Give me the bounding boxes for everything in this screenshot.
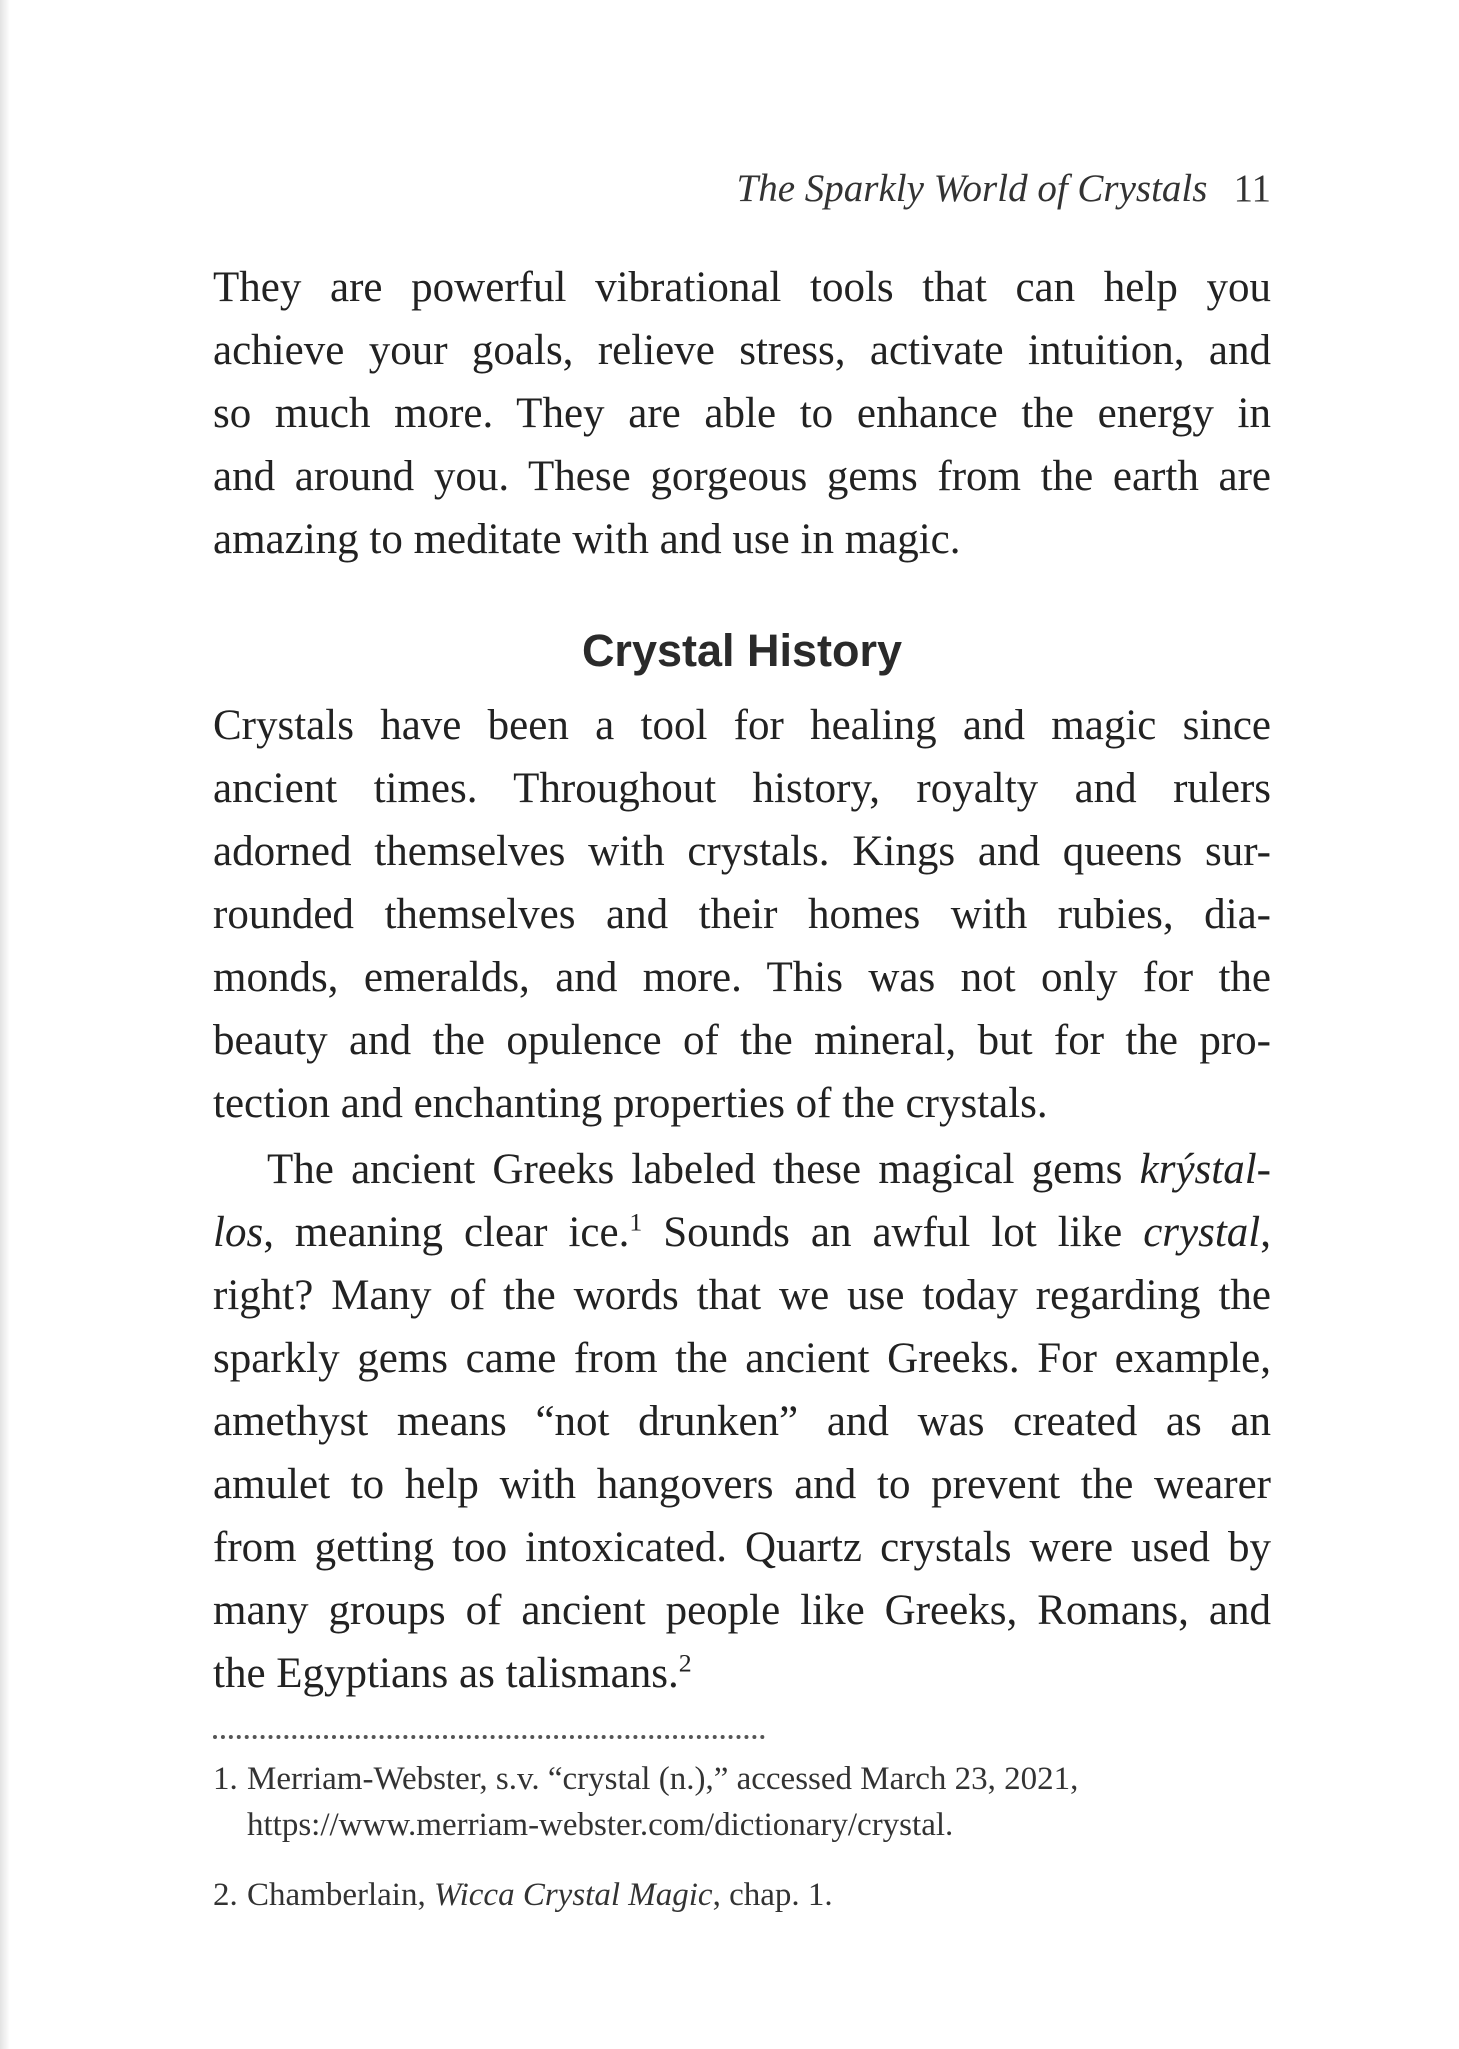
text-line (213, 1642, 1271, 1705)
text-run: The ancient Greeks labeled these magical gems (267, 1146, 1140, 1193)
text-run: Sounds an awful lot like (642, 1209, 1144, 1256)
running-head-title: The Sparkly World of Crystals (736, 167, 1208, 210)
footnote-url: https://www.merriam-webster.com/dictionary/crystal. (247, 1807, 954, 1843)
footnote-rest: , chap. 1. (712, 1877, 833, 1913)
text-line: amethyst means “not drunken” and was created as an (213, 1398, 1271, 1445)
text-line: beauty and the opulence of the mineral, but for the pro- (213, 1017, 1271, 1064)
footnotes (213, 1756, 1271, 1942)
text-line (213, 1138, 1271, 1201)
page-edge-shadow (0, 0, 10, 2049)
greek-word-part: los (213, 1209, 264, 1256)
text-line: achieve your goals, relieve stress, activate intuition, and (213, 327, 1271, 374)
footnote-ref-1: 1 (629, 1207, 643, 1237)
book-page (213, 0, 1271, 2049)
text-line: Crystals have been a tool for healing and magic since (213, 702, 1271, 749)
text-line: and around you. These gorgeous gems from the earth are (213, 453, 1271, 500)
text-run: , meaning clear ice. (263, 1209, 630, 1256)
history-paragraph-1 (213, 694, 1271, 1135)
footnote-1 (213, 1756, 1271, 1848)
intro-paragraph (213, 256, 1271, 571)
text-line (213, 1201, 1271, 1264)
text-line: ancient times. Throughout history, royalty and rulers (213, 765, 1271, 812)
text-line: right? Many of the words that we use today regarding the (213, 1272, 1271, 1319)
text-line: monds, emeralds, and more. This was not only for the (213, 954, 1271, 1001)
greek-word-part: krýstal- (1139, 1146, 1271, 1193)
text-line: They are powerful vibrational tools that can help you (213, 264, 1271, 311)
footnote-book-title: Wicca Crystal Magic (433, 1877, 713, 1913)
footnote-number: 2. (213, 1877, 238, 1913)
text-run: , (1260, 1209, 1271, 1256)
text-line: sparkly gems came from the ancient Greeks. For example, (213, 1335, 1271, 1382)
emphasis-word: crystal (1143, 1209, 1261, 1256)
text-run: the Egyptians as talismans. (213, 1650, 679, 1697)
running-head (737, 166, 1271, 211)
footnote-ref-2: 2 (678, 1648, 692, 1678)
section-heading: Crystal History (581, 625, 903, 676)
text-line: so much more. They are able to enhance the energy in (213, 390, 1271, 437)
text-line: tection and enchanting properties of the crystals. (213, 1080, 1048, 1127)
page-number: 11 (1233, 167, 1271, 210)
text-line: amazing to meditate with and use in magic. (213, 516, 961, 563)
text-line: from getting too intoxicated. Quartz crystals were used by (213, 1524, 1271, 1571)
text-line: rounded themselves and their homes with rubies, dia- (213, 891, 1271, 938)
footnote-text: Merriam-Webster, s.v. “crystal (n.),” accessed March 23, 2021, (247, 1761, 1079, 1797)
footnote-number: 1. (213, 1761, 238, 1797)
text-line: amulet to help with hangovers and to prevent the wearer (213, 1461, 1271, 1508)
footnote-author: Chamberlain, (247, 1877, 434, 1913)
footnote-divider (213, 1735, 765, 1739)
text-line: adorned themselves with crystals. Kings and queens sur- (213, 828, 1271, 875)
footnote-2 (213, 1872, 1271, 1918)
footnote-text (247, 1872, 1271, 1918)
text-line: many groups of ancient people like Greeks, Romans, and (213, 1587, 1271, 1634)
history-paragraph-2 (213, 1138, 1271, 1705)
